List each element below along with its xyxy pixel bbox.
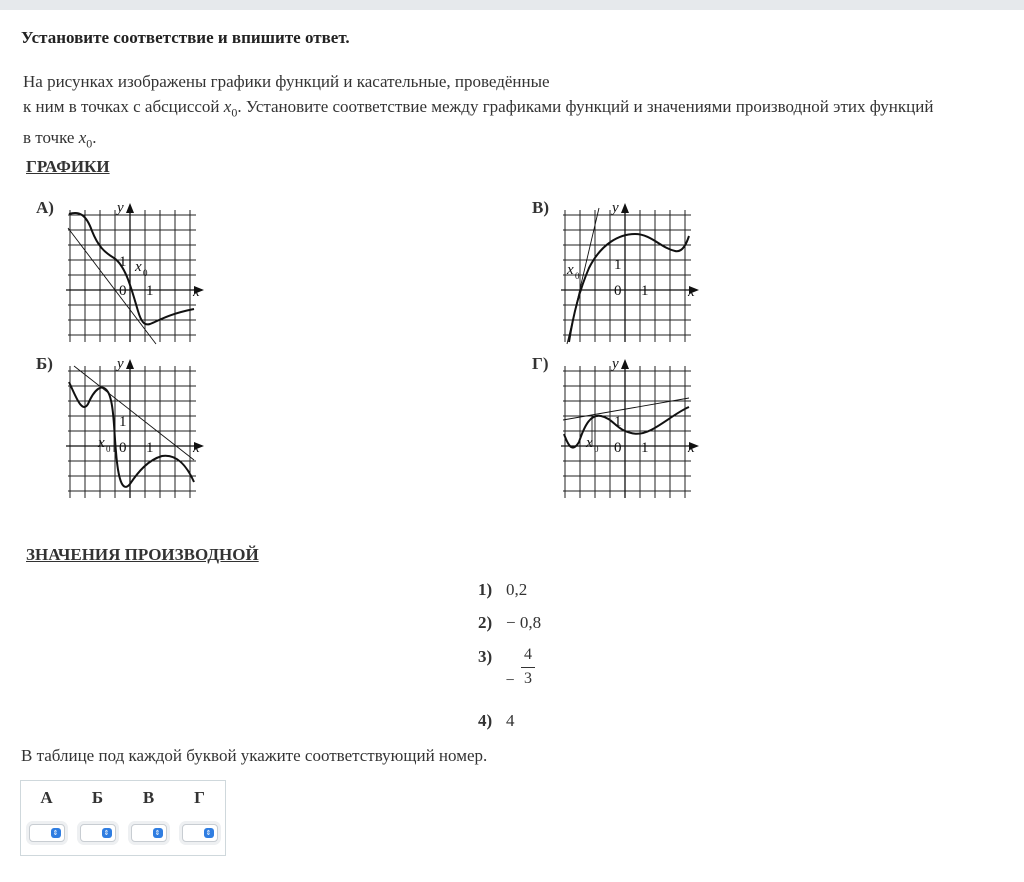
desc-line-1: На рисунках изображены графики функций и касательные, проведённые: [23, 72, 550, 91]
option-4: [478, 711, 515, 731]
graph-v: [559, 196, 704, 346]
task-title: Установите соответствие и впишите ответ.: [21, 28, 350, 47]
desc-line-3: в точке: [23, 128, 79, 148]
graph-b: [64, 352, 209, 502]
y-unit-label: 1: [614, 414, 622, 430]
x-unit-label: 1: [641, 283, 649, 299]
origin-label: 0: [119, 283, 127, 299]
x-axis-label: x: [688, 440, 695, 456]
answer-instruction: В таблице под каждой буквой укажите соответствующий номер.: [21, 746, 488, 765]
graph-grid: [68, 366, 196, 498]
y-axis-label: y: [117, 200, 124, 216]
x-axis-label: x: [193, 440, 200, 456]
desc-line-3-end: .: [92, 128, 97, 148]
option-value: 4: [506, 711, 515, 730]
y-unit-label: 1: [119, 254, 127, 270]
option-2: [478, 613, 541, 633]
option-number: 2): [478, 613, 493, 632]
option-3: [478, 647, 506, 667]
y-axis-arrow-icon: [126, 203, 134, 213]
select-arrows-icon: ⇕: [153, 828, 163, 838]
select-arrows-icon: ⇕: [204, 828, 214, 838]
answer-header-row: [21, 781, 225, 815]
top-bar: [0, 0, 1024, 10]
x-axis-label: x: [193, 284, 200, 300]
graph-grid: [563, 210, 691, 342]
select-arrows-icon: ⇕: [102, 828, 112, 838]
x-unit-label: 1: [641, 440, 649, 456]
function-curve: [569, 234, 689, 342]
x0-sub-label: 0: [143, 268, 148, 278]
x0-var: x: [78, 128, 87, 148]
task-description: [23, 69, 1008, 157]
y-axis-label: y: [612, 200, 619, 216]
answer-table: [20, 780, 226, 856]
x0-var: x: [223, 97, 232, 116]
answer-select-v[interactable]: [131, 824, 167, 842]
x-axis-label: x: [688, 284, 695, 300]
x0-sub: 0: [231, 105, 238, 120]
origin-label: 0: [614, 440, 622, 456]
answer-select-b[interactable]: [80, 824, 116, 842]
option-value: − 0,8: [506, 613, 542, 632]
y-unit-label: 1: [119, 414, 127, 430]
option-number: 1): [478, 580, 493, 599]
origin-label: 0: [119, 440, 127, 456]
x0-sub-label: 0: [106, 444, 111, 454]
graph-grid: [68, 210, 196, 342]
fraction-numerator: 4: [524, 646, 532, 663]
desc-line-2-end: . Установите соответствие между графиками функций и значениями производной этих функций: [237, 97, 934, 116]
x0-sub: 0: [86, 136, 93, 151]
graph-label-g: Г): [532, 354, 549, 373]
graph-g: [559, 352, 704, 502]
y-axis-arrow-icon: [126, 359, 134, 369]
x-unit-label: 1: [146, 283, 154, 299]
answer-col-a: А: [40, 788, 53, 807]
x0-label: x: [586, 435, 593, 451]
y-axis-arrow-icon: [621, 203, 629, 213]
answer-col-v: В: [142, 788, 155, 807]
graphs-section-title: ГРАФИКИ: [26, 157, 110, 176]
graph-a: [64, 196, 209, 346]
fraction-denominator: 3: [524, 670, 532, 687]
x-unit-label: 1: [146, 440, 154, 456]
x0-label: x: [135, 259, 142, 275]
answer-select-g[interactable]: [182, 824, 218, 842]
desc-line-2: к ним в точках с абсциссой: [23, 97, 224, 116]
y-unit-label: 1: [614, 257, 622, 273]
option-value: 0,2: [506, 580, 528, 599]
answer-select-a[interactable]: [29, 824, 65, 842]
fraction-bar: [521, 667, 535, 668]
y-axis-label: y: [612, 356, 619, 372]
graph-label-b: Б): [36, 354, 53, 373]
answer-col-b: Б: [91, 788, 104, 807]
origin-label: 0: [614, 283, 622, 299]
graph-label-v: В): [532, 198, 549, 217]
x0-label: x: [567, 262, 574, 278]
x0-sub-label: 0: [594, 444, 599, 454]
y-axis-arrow-icon: [621, 359, 629, 369]
option-1: [478, 580, 527, 600]
answer-select-row: [21, 815, 225, 855]
option-number: 4): [478, 711, 493, 730]
fraction-minus: −: [505, 672, 515, 689]
option-number: 3): [478, 647, 493, 666]
y-axis-label: y: [117, 356, 124, 372]
x0-sub-label: 0: [575, 271, 580, 281]
answer-col-g: Г: [194, 788, 205, 807]
select-arrows-icon: ⇕: [51, 828, 61, 838]
graph-label-a: А): [36, 198, 54, 217]
x0-label: x: [98, 435, 105, 451]
derivatives-section-title: ЗНАЧЕНИЯ ПРОИЗВОДНОЙ: [26, 545, 259, 564]
